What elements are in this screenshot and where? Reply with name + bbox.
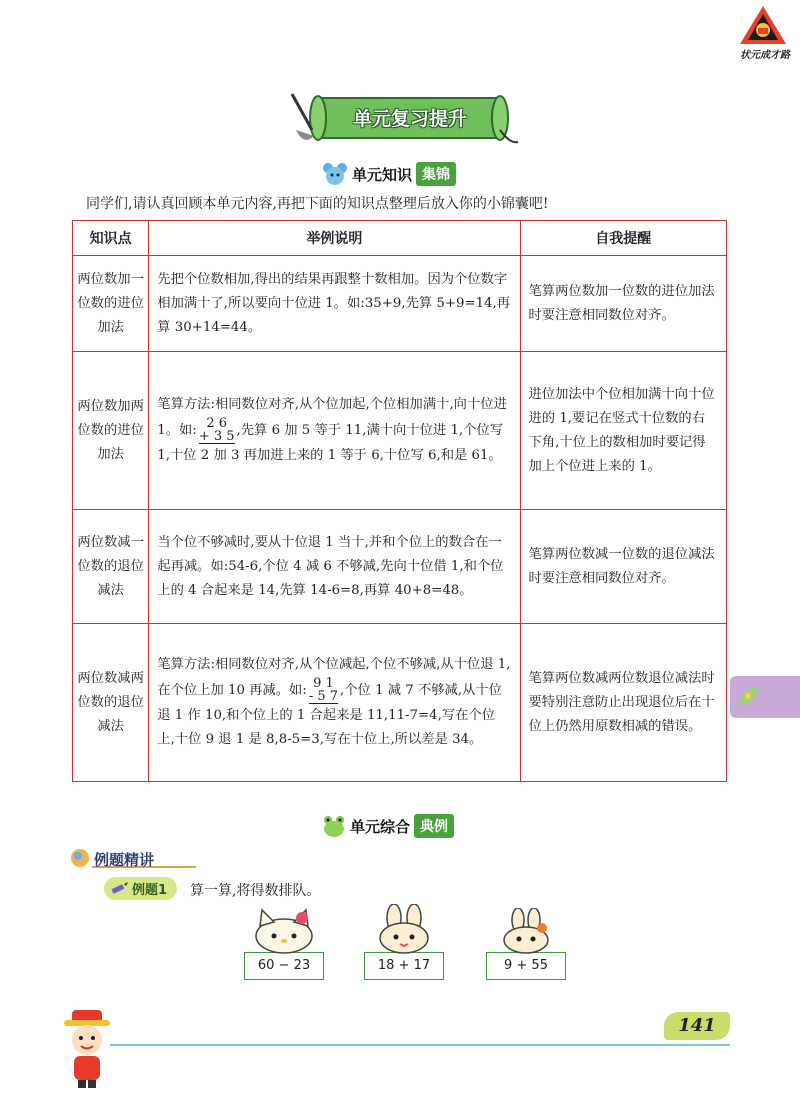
example-text-a: 笔算方法:相同数位对齐,从个位减起,个位不够减,从十位退 1,在个位上加 10 再减。如: xyxy=(157,657,511,698)
vertical-subtraction xyxy=(309,677,338,704)
brand-logo-icon xyxy=(738,4,788,48)
leaf-icon xyxy=(736,683,764,711)
side-tab xyxy=(730,676,800,718)
expression-box: 18 + 17 xyxy=(364,952,444,980)
example-badge xyxy=(104,877,177,900)
section-label: 单元知识 xyxy=(352,165,413,184)
boy-mascot-icon xyxy=(60,1006,114,1090)
example-text-b: ,个位 1 减 7 不够减,从十位退 1 作 10,和个位上的 1 合起来是 11,11-7=4,写在个位上,十位 9 退 1 是 8,8-5=3,写在十位上,所以差是 34。 xyxy=(157,683,502,747)
column-header-topic: 知识点 xyxy=(73,221,149,256)
table-header-row xyxy=(73,221,727,256)
example-cell: 当个位不够减时,要从十位退 1 当十,并和个位上的数合在一起再减。如:54-6,个位 4 减 6 不够减,先向十位借 1,和个位上的 4 合起来是 14,先算 14-6=8,再算 40+8=48。 xyxy=(149,510,520,624)
vertical-addition xyxy=(199,417,235,444)
reminder-cell: 进位加法中个位相加满十向十位进的 1,要记在竖式十位数的右下角,十位上的数相加时要记得加上个位进上来的 1。 xyxy=(520,352,726,510)
reminder-cell: 笔算两位数减一位数的退位减法时要注意相同数位对齐。 xyxy=(520,510,726,624)
example-text-a: 笔算方法:相同数位对齐,从个位加起,个位相加满十,向十位进 1。如: xyxy=(157,397,507,438)
example-badge-label: 例题1 xyxy=(132,883,168,898)
column-header-reminder: 自我提醒 xyxy=(520,221,726,256)
table-row xyxy=(73,624,727,782)
section-tag: 典例 xyxy=(414,814,454,838)
example-text-b: ,先算 6 加 5 等于 11,满十向十位进 1,个位写 1,十位 2 加 3 再加进上来的 1 等于 6,十位写 6,和是 61。 xyxy=(157,423,504,463)
expression-card xyxy=(364,904,444,980)
expression-box: 9 + 55 xyxy=(486,952,566,980)
mouse-mascot-icon xyxy=(322,161,348,187)
example-prompt: 算一算,将得数排队。 xyxy=(190,883,321,899)
expression-card xyxy=(244,908,324,980)
brand-name: 状元成才路 xyxy=(740,50,790,61)
section-label: 单元综合 xyxy=(350,817,411,836)
footer-divider xyxy=(110,1044,730,1046)
expression-box: 60 − 23 xyxy=(244,952,324,980)
reminder-cell: 笔算两位数减两位数退位减法时要特别注意防止出现退位后在十位上仍然用原数相减的错误。 xyxy=(520,624,726,782)
section-heading-knowledge xyxy=(322,160,456,188)
page-number: 141 xyxy=(664,1012,730,1040)
topic-cell: 两位数减一位数的退位减法 xyxy=(73,510,149,624)
vertical-bottom: + 3 5 xyxy=(198,429,235,444)
vertical-top: 9 1 xyxy=(313,676,334,691)
intro-text: 同学们,请认真回顾本单元内容,再把下面的知识点整理后放入你的小锦囊吧! xyxy=(86,196,549,212)
bunny-face-icon xyxy=(374,904,434,954)
rabbit-face-icon xyxy=(496,908,556,954)
example-cell xyxy=(149,352,520,510)
kitty-face-icon xyxy=(250,908,318,954)
expression-card xyxy=(486,908,566,980)
reminder-cell: 笔算两位数加一位数的进位加法时要注意相同数位对齐。 xyxy=(520,256,726,352)
topic-cell: 两位数加两位数的进位加法 xyxy=(73,352,149,510)
section-heading-comprehensive xyxy=(322,812,454,840)
subheading-text: 例题精讲 xyxy=(94,851,155,869)
example-cell xyxy=(149,624,520,782)
frog-mascot-icon xyxy=(322,814,346,838)
table-row xyxy=(73,352,727,510)
table-row xyxy=(73,256,727,352)
vertical-bottom: - 5 7 xyxy=(308,689,339,704)
knowledge-table xyxy=(72,220,727,782)
pencil-icon xyxy=(110,882,128,896)
vertical-top: 2 6 xyxy=(206,416,228,431)
topic-cell: 两位数减两位数的退位减法 xyxy=(73,624,149,782)
column-header-example: 举例说明 xyxy=(149,221,520,256)
banner-title: 单元复习提升 xyxy=(352,108,467,130)
topic-cell: 两位数加一位数的进位加法 xyxy=(73,256,149,352)
section-tag: 集锦 xyxy=(416,162,456,186)
table-row xyxy=(73,510,727,624)
example-cell: 先把个位数相加,得出的结果再跟整十数相加。因为个位数字相加满十了,所以要向十位进 1。如:35+9,先算 5+9=14,再算 30+14=44。 xyxy=(149,256,520,352)
